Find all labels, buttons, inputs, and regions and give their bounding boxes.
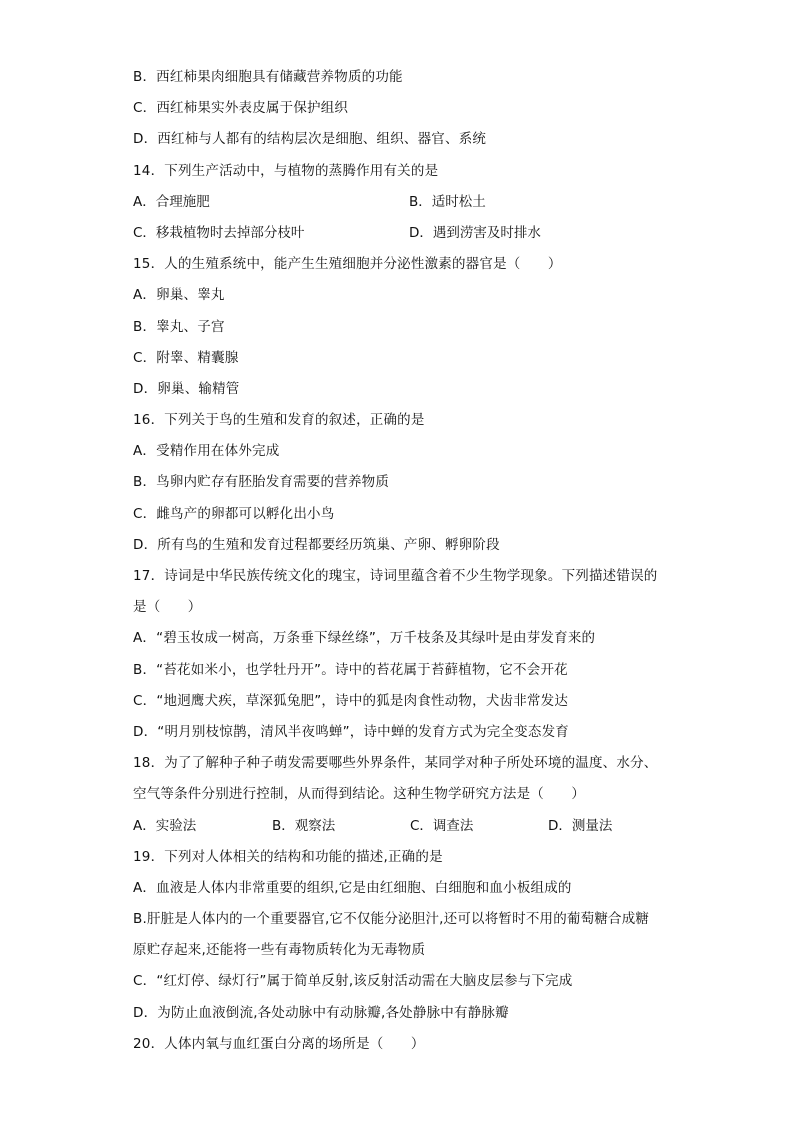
option-c: C．调查法 [410, 817, 474, 834]
option-c: C．移栽植物时去掉部分枝叶 [133, 224, 305, 241]
option-b: B．适时松土 [409, 193, 486, 210]
option-d: D．测量法 [548, 817, 613, 834]
option-b: B．鸟卵内贮存有胚胎发育需要的营养物质 [133, 474, 390, 491]
option-b: B．“苔花如米小，也学牡丹开”。诗中的苔花属于苔藓植物，它不会开花 [133, 661, 568, 678]
option-d: D．遇到涝害及时排水 [409, 224, 541, 241]
question-20: 20．人体内氧与血红蛋白分离的场所是（ ） [133, 1035, 425, 1052]
question-18-cont: 空气等条件分别进行控制，从而得到结论。这种生物学研究方法是（ ） [133, 786, 586, 803]
option-b: B.肝脏是人体内的一个重要器官,它不仅能分泌胆汁,还可以将暂时不用的葡萄糖合成糖 [133, 911, 650, 928]
option-d: D．所有鸟的生殖和发育过程都要经历筑巢、产卵、孵卵阶段 [133, 536, 500, 553]
question-19: 19．下列对人体相关的结构和功能的描述,正确的是 [133, 848, 443, 865]
question-14: 14．下列生产活动中，与植物的蒸腾作用有关的是 [133, 162, 439, 179]
option-c: C．“红灯停、绿灯行”属于简单反射,该反射活动需在大脑皮层参与下完成 [133, 973, 573, 990]
question-17: 17．诗词是中华民族传统文化的瑰宝，诗词里蕴含着不少生物学现象。下列描述错误的 [133, 568, 658, 584]
question-14-options-row-2 [133, 218, 678, 249]
option-b: B．观察法 [272, 817, 336, 834]
option-d: D．卵巢、输精管 [133, 380, 240, 397]
question-18: 18．为了了解种子种子萌发需要哪些外界条件，某同学对种子所处环境的温度、水分、 [133, 755, 658, 772]
option-line: D．西红柿与人都有的结构层次是细胞、组织、器官、系统 [133, 131, 487, 148]
option-line: B．西红柿果肉细胞具有储藏营养物质的功能 [133, 69, 403, 85]
option-a: A．受精作用在体外完成 [133, 443, 280, 460]
option-c: C．雌鸟产的卵都可以孵化出小鸟 [133, 505, 335, 522]
question-14-options-row-1 [133, 187, 678, 218]
document-page [133, 62, 678, 1060]
question-16: 16．下列关于鸟的生殖和发育的叙述，正确的是 [133, 412, 425, 429]
option-d: D．为防止血液倒流,各处动脉中有动脉瓣,各处静脉中有静脉瓣 [133, 1004, 509, 1021]
question-18-options [133, 811, 678, 842]
option-c: C．附睾、精囊腺 [133, 349, 239, 366]
option-a: A．血液是人体内非常重要的组织,它是由红细胞、白细胞和血小板组成的 [133, 879, 572, 896]
option-a: A．实验法 [133, 817, 197, 834]
option-c: C．“地迥鹰犬疾，草深狐兔肥”，诗中的狐是肉食性动物，犬齿非常发达 [133, 692, 569, 709]
question-15: 15．人的生殖系统中，能产生生殖细胞并分泌性激素的器官是（ ） [133, 256, 562, 273]
question-17-cont: 是（ ） [133, 599, 202, 616]
option-d: D．“明月别枝惊鹊，清风半夜鸣蝉”，诗中蝉的发育方式为完全变态发育 [133, 723, 569, 740]
option-a: A．“碧玉妆成一树高，万条垂下绿丝绦”，万千枝条及其绿叶是由芽发育来的 [133, 630, 596, 647]
option-b: B．睾丸、子宫 [133, 318, 225, 335]
option-a: A．合理施肥 [133, 193, 210, 210]
option-a: A．卵巢、睾丸 [133, 287, 225, 304]
option-b-cont: 原贮存起来,还能将一些有毒物质转化为无毒物质 [133, 942, 426, 959]
option-line: C．西红柿果实外表皮属于保护组织 [133, 100, 349, 117]
